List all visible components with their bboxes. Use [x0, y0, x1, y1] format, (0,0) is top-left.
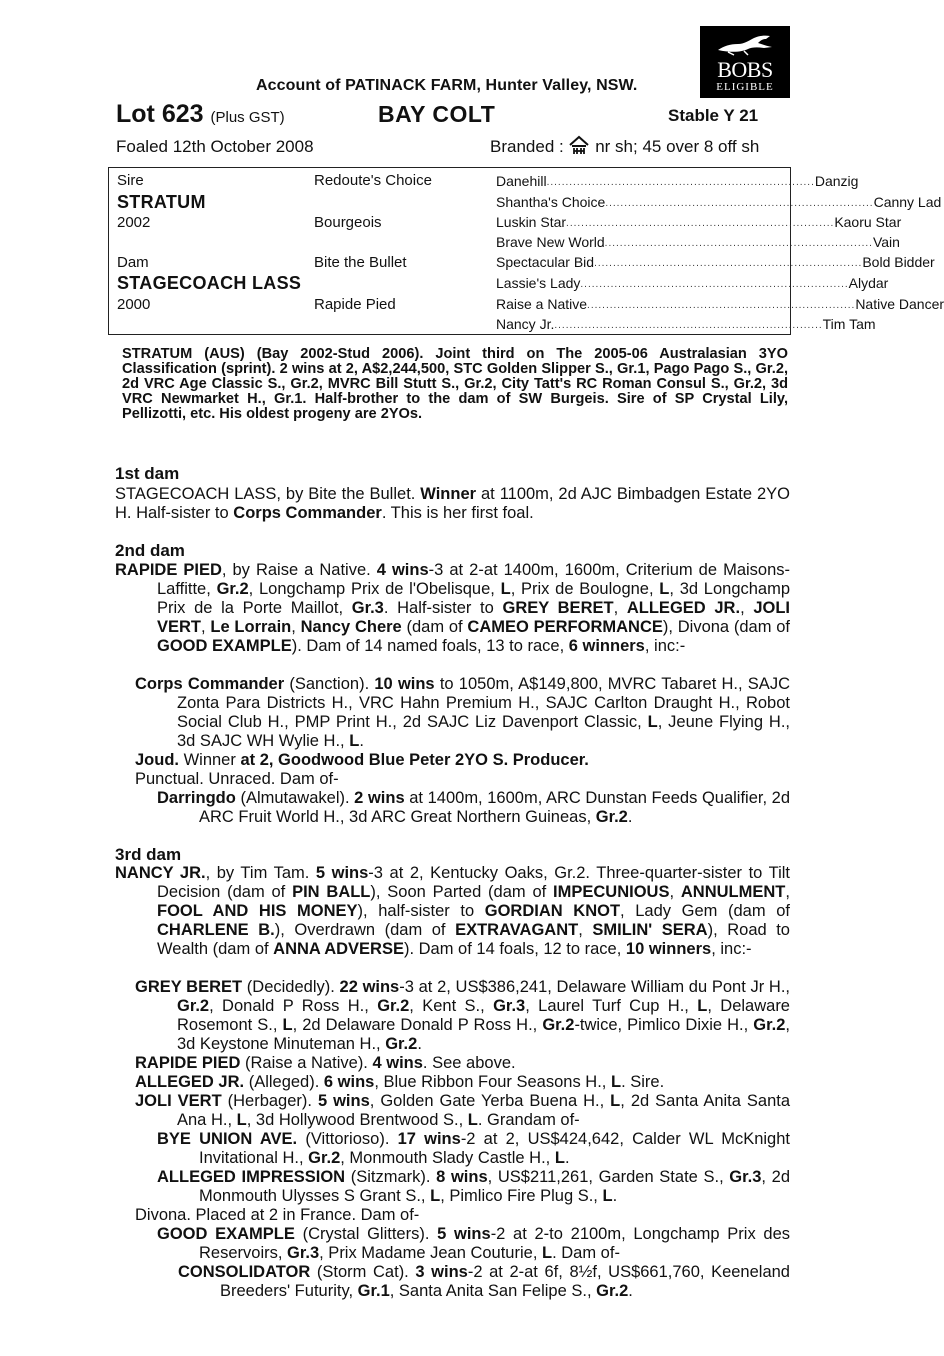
text-run: , Donald P Ross H., — [209, 997, 378, 1015]
bold-run: 2 wins — [354, 789, 405, 807]
dam-label: Dam — [117, 254, 149, 271]
dam-name: STAGECOACH LASS — [117, 273, 302, 293]
text-run: , Lady Gem (dam of — [620, 902, 790, 920]
bold-run: 3 wins — [415, 1263, 468, 1281]
text-run: , 3d Hollywood Brentwood S., — [246, 1111, 468, 1129]
text-run: , — [201, 618, 211, 636]
sire-year: 2002 — [117, 214, 151, 231]
bold-run: Gr.2 — [596, 1282, 629, 1300]
text-run: (Sitzmark). — [345, 1168, 437, 1186]
bold-run: CONSOLIDATOR — [178, 1263, 311, 1281]
text-run: , — [785, 883, 790, 901]
text-run: ), Soon Parted (dam of — [370, 883, 554, 901]
text-run: ). Dam of 14 foals, 12 to race, — [403, 940, 626, 958]
bold-run: Gr.1 — [357, 1282, 390, 1300]
progeny-alleged-jr — [135, 1073, 790, 1092]
text-run: at 1400m, 1600m, ARC Dunstan Feeds Qualifier, 2d ARC Fruit World H., 3d ARC Great Northern Guineas, — [199, 789, 791, 826]
logo-text-bobs: BOBS — [717, 57, 773, 82]
bold-run: 5 wins — [315, 864, 369, 882]
bold-run: Gr.3 — [351, 599, 384, 617]
text-run: , 2d Delaware Donald P Ross H., — [292, 1016, 543, 1034]
bold-run: 4 wins — [376, 561, 429, 579]
bold-run: CHARLENE B. — [157, 921, 275, 939]
dam-sire: Bite the Bullet — [314, 254, 407, 271]
text-run: , Golden Gate Yerba Buena H., — [369, 1092, 611, 1110]
gg-row: Shantha's Choice ....................................................................... Canny Lad — [496, 194, 942, 210]
text-run: ), half-sister to — [357, 902, 485, 920]
text-run: . — [359, 732, 364, 750]
bold-run: Gr.3 — [729, 1168, 762, 1186]
text-run: , — [740, 599, 754, 617]
bold-run: 6 wins — [323, 1073, 375, 1091]
branded — [490, 135, 759, 157]
sire-dam: Bourgeois — [314, 214, 382, 231]
bold-run: 8 wins — [436, 1168, 488, 1186]
third-dam-paragraph — [115, 864, 790, 959]
bold-run: L — [236, 1111, 247, 1129]
text-run: -2 at 2-to 2100m, Longchamp Prix des Reservoirs, — [199, 1225, 791, 1262]
text-run: , Kent S., — [409, 997, 494, 1015]
text-run: . — [417, 1035, 422, 1053]
text-run: , 2d Monmouth Ulysses S Grant S., — [199, 1168, 790, 1205]
bold-run: ANNA ADVERSE — [273, 940, 404, 958]
text-run: , 2d Santa Anita Santa Ana H., — [177, 1092, 791, 1129]
bold-run: JOLI VERT — [157, 599, 791, 636]
text-run: (Decidedly). — [242, 978, 340, 996]
pedigree-table — [108, 167, 944, 335]
bold-run: Gr.2 — [542, 1016, 575, 1034]
bold-run: 5 wins — [437, 1225, 491, 1243]
text-run: . Half-sister to — [383, 599, 503, 617]
text-run: (Almutawakel). — [235, 789, 355, 807]
text-run: (Herbager). — [221, 1092, 318, 1110]
bold-run: GOOD EXAMPLE — [157, 637, 292, 655]
bold-run: Gr.2 — [753, 1016, 786, 1034]
bold-run: 6 winners — [568, 637, 645, 655]
text-run: (Raise a Native). — [240, 1054, 373, 1072]
gg-row: Danehill ....................................................................... Danzig — [496, 173, 859, 189]
bold-run: L — [647, 713, 658, 731]
bold-run: Corps Commander — [135, 675, 285, 693]
progeny-punctual: Punctual. Unraced. Dam of- — [135, 770, 339, 788]
stable: Stable Y 21 — [668, 106, 759, 125]
text-run: -twice, Pimlico Dixie H., — [574, 1016, 754, 1034]
progeny-joud — [135, 751, 790, 770]
bold-run: Gr.2 — [377, 997, 410, 1015]
bold-run: 4 wins — [372, 1054, 423, 1072]
text-run: . Grandam of- — [477, 1111, 580, 1129]
progeny-alleged-impression — [157, 1168, 790, 1206]
bold-run: L — [500, 580, 511, 598]
bold-run: ANNULMENT — [680, 883, 786, 901]
first-dam-paragraph: STAGECOACH LASS, by Bite the Bullet. Winner at 1100m, 2d AJC Bimbadgen Estate 2YO H. Half-sister to Corps Commander. This is her first foal. — [115, 485, 791, 522]
text-run: , Prix Madame Jean Couturie, — [319, 1244, 542, 1262]
gg-row: Brave New World ....................................................................... Vain — [496, 234, 900, 250]
account-line: Account of PATINACK FARM, Hunter Valley, NSW. — [256, 77, 638, 94]
bold-run: ALLEGED JR. — [626, 599, 741, 617]
dam-year: 2000 — [117, 296, 151, 313]
bold-run: L — [602, 1187, 613, 1205]
text-run: (Sanction). — [284, 675, 375, 693]
text-run: , Jeune Flying H., 3d SAJC WH Wylie H., — [177, 713, 790, 750]
text-run: , 3d Keystone Minuteman H., — [177, 1016, 790, 1053]
gg-row: Lassie's Lady ....................................................................... Alydar — [496, 275, 889, 291]
text-run: Winner — [183, 751, 236, 769]
gg-row: Luskin Star ....................................................................... Kaoru Star — [496, 214, 902, 230]
third-dam-heading: 3rd dam — [115, 845, 182, 864]
text-run: , — [613, 599, 627, 617]
text-run: . — [564, 1149, 570, 1167]
bold-run: BYE UNION AVE. — [157, 1130, 298, 1148]
bold-run: L — [610, 1073, 622, 1091]
bold-run: L — [430, 1187, 441, 1205]
second-dam-paragraph — [115, 561, 790, 656]
text-run: ), Overdrawn (dam of — [274, 921, 456, 939]
lot-label: Lot 623 — [116, 100, 204, 128]
text-run: (Storm Cat). — [310, 1263, 416, 1281]
text-run: -2 at 2, US$424,642, Calder WL McKnight Invitational H., — [199, 1130, 790, 1167]
text-run: , 3d Longchamp Prix de la Porte Maillot, — [157, 580, 791, 617]
bold-run: Le Lorrain — [210, 618, 292, 636]
progeny-corps-commander — [135, 675, 790, 751]
bold-run: CAMEO PERFORMANCE — [467, 618, 663, 636]
progeny-darringdo — [157, 789, 790, 827]
first-dam-heading: 1st dam — [115, 464, 180, 483]
text-run: , — [291, 618, 301, 636]
bold-run: Gr.2 — [385, 1035, 418, 1053]
bold-run: ALLEGED IMPRESSION — [157, 1168, 346, 1186]
bold-run: L — [282, 1016, 293, 1034]
bold-run: Nancy Chere — [300, 618, 402, 636]
text-run: . — [628, 1282, 633, 1300]
progeny-good-example — [157, 1225, 790, 1263]
bold-run: Gr.2 — [216, 580, 249, 598]
bold-run: L — [610, 1092, 621, 1110]
bold-run: L — [349, 732, 360, 750]
sire-sire: Redoute's Choice — [314, 172, 432, 189]
bold-run: RAPIDE PIED — [115, 561, 222, 579]
text-run: , Blue Ribbon Four Seasons H., — [374, 1073, 611, 1091]
text-run: ), Road to Wealth (dam of — [157, 921, 790, 958]
bold-run: Darringdo — [157, 789, 236, 807]
text-run: . — [627, 808, 633, 826]
bold-run: ALLEGED JR. — [135, 1073, 245, 1091]
branded-text: nr sh; 45 over 8 off sh — [595, 137, 760, 156]
text-run: , Longchamp Prix de l'Obelisque, — [248, 580, 501, 598]
text-run: -3 at 2, US$386,241, Delaware William du Pont Jr H., — [399, 978, 791, 996]
horse-logo-icon — [714, 32, 776, 56]
text-run: , — [578, 921, 593, 939]
text-run: , by Tim Tam. — [205, 864, 316, 882]
bold-run: Gr.3 — [493, 997, 526, 1015]
bold-run: GOOD EXAMPLE — [157, 1225, 295, 1243]
bold-run: L — [542, 1244, 553, 1262]
bold-run: Gr.2 — [177, 997, 210, 1015]
bold-run: SMILIN' SERA — [592, 921, 708, 939]
text-run: ), Divona (dam of — [662, 618, 791, 636]
text-run: . — [612, 1187, 618, 1205]
text-run: -3 at 2-at 1400m, 1600m, Criterium de Maisons-Laffitte, — [157, 561, 791, 598]
second-dam-heading: 2nd dam — [115, 541, 185, 560]
bold-run: L — [554, 1149, 565, 1167]
bold-run: GORDIAN KNOT — [484, 902, 621, 920]
text-run: , inc:- — [644, 637, 686, 655]
text-run: ). Dam of 14 named foals, 13 to race, — [291, 637, 569, 655]
progeny-divona: Divona. Placed at 2 in France. Dam of- — [135, 1206, 420, 1224]
text-run: (Vittorioso). — [297, 1130, 398, 1148]
text-run: (Crystal Glitters). — [294, 1225, 438, 1243]
text-run: , — [669, 883, 681, 901]
text-run: , Santa Anita San Felipe S., — [389, 1282, 597, 1300]
bold-run: FOOL AND HIS MONEY — [157, 902, 358, 920]
bold-run: 17 wins — [397, 1130, 461, 1148]
bold-run: NANCY JR. — [115, 864, 206, 882]
progeny-bye-union-ave — [157, 1130, 790, 1168]
bold-run: Gr.2 — [308, 1149, 341, 1167]
dam-dam: Rapide Pied — [314, 296, 396, 313]
bold-run: Gr.2 — [595, 808, 628, 826]
sire-summary: STRATUM (AUS) (Bay 2002-Stud 2006). Joint third on The 2005-06 Australasian 3YO Classification (sprint). 2 wins at 2, A$2,244,500, STC Golden Slipper S., Gr.1, Pago Pago S., Gr.2, 2d VRC Age Classic S., Gr.2, MVRC Bill Stutt S., Gr.2, City Tatt's RC Roman Consul S., Gr.2, 3d VRC Newmarket H., Gr.1. Half-brother to the dam of SW Burgeis. Sire of SP Crystal Lily, Pellizotti, etc. His oldest progeny are 2YOs. — [122, 346, 788, 422]
text-run: to 1050m, A$149,800, MVRC Tabaret H., SAJC Zonta Para Districts H., VRC Hahn Premium H., SAJC Carlton Draught H., Robot Social Club H., PMP Print H., 2d SAJC Liz Davenport Classic, — [177, 675, 790, 731]
bold-run: L — [659, 580, 670, 598]
progeny-rapide-pied — [135, 1054, 790, 1073]
bold-run: 5 wins — [317, 1092, 370, 1110]
text-run: . Dam of- — [552, 1244, 620, 1262]
bold-run: L — [467, 1111, 478, 1129]
sex-colour: BAY COLT — [378, 101, 496, 127]
bobs-eligible-logo — [700, 26, 790, 98]
sire-label: Sire — [117, 172, 144, 189]
branded-label: Branded : — [490, 137, 564, 156]
gg-row: Nancy Jr. ....................................................................... Tim Tam — [496, 316, 876, 332]
bold-run: at 2, Goodwood Blue Peter 2YO S. Producer. — [235, 751, 589, 769]
text-run: (dam of — [401, 618, 468, 636]
text-run: , Prix de Boulogne, — [510, 580, 660, 598]
bold-run: GREY BERET — [135, 978, 243, 996]
bold-run: RAPIDE PIED — [135, 1054, 241, 1072]
bold-run: 22 wins — [339, 978, 400, 996]
text-run: , inc:- — [711, 940, 752, 958]
text-run: , Laurel Turf Cup H., — [525, 997, 698, 1015]
bold-run: 10 wins — [374, 675, 435, 693]
text-run: (Alleged). — [244, 1073, 324, 1091]
progeny-grey-beret — [135, 978, 790, 1054]
brand-mark-icon — [568, 135, 590, 155]
bold-run: Joud. — [135, 751, 184, 769]
bold-run: IMPECUNIOUS — [553, 883, 670, 901]
foaled-date: Foaled 12th October 2008 — [116, 137, 314, 156]
bold-run: GREY BERET — [502, 599, 614, 617]
bold-run: JOLI VERT — [135, 1092, 222, 1110]
text-run: , Monmouth Slady Castle H., — [340, 1149, 555, 1167]
text-run: , US$211,261, Garden State S., — [487, 1168, 730, 1186]
progeny-consolidator — [178, 1263, 790, 1301]
text-run: -3 at 2, Kentucky Oaks, Gr.2. Three-quarter-sister to Tilt Decision (dam of — [157, 864, 790, 901]
bold-run: Gr.3 — [287, 1244, 320, 1262]
bold-run: EXTRAVAGANT — [455, 921, 579, 939]
text-run: . See above. — [422, 1054, 516, 1072]
gg-row: Spectacular Bid ....................................................................... Bold Bidder — [496, 254, 935, 270]
lot-number — [116, 100, 285, 129]
bold-run: PIN BALL — [292, 883, 371, 901]
sire-name: STRATUM — [117, 192, 206, 212]
text-run: , Delaware Rosemont S., — [177, 997, 790, 1034]
text-run: . Sire. — [621, 1073, 665, 1091]
bold-run: L — [697, 997, 708, 1015]
text-run: , by Raise a Native. — [221, 561, 377, 579]
text-run: -2 at 2-at 6f, 8½f, US$661,760, Keeneland Breeders' Futurity, — [220, 1263, 790, 1300]
logo-text-eligible: ELIGIBLE — [716, 81, 774, 93]
plus-gst: (Plus GST) — [210, 109, 285, 126]
progeny-joli-vert — [135, 1092, 790, 1130]
text-run: , Pimlico Fire Plug S., — [440, 1187, 603, 1205]
bold-run: 10 winners — [625, 940, 712, 958]
gg-row: Raise a Native ....................................................................... Native Dancer — [496, 296, 944, 312]
